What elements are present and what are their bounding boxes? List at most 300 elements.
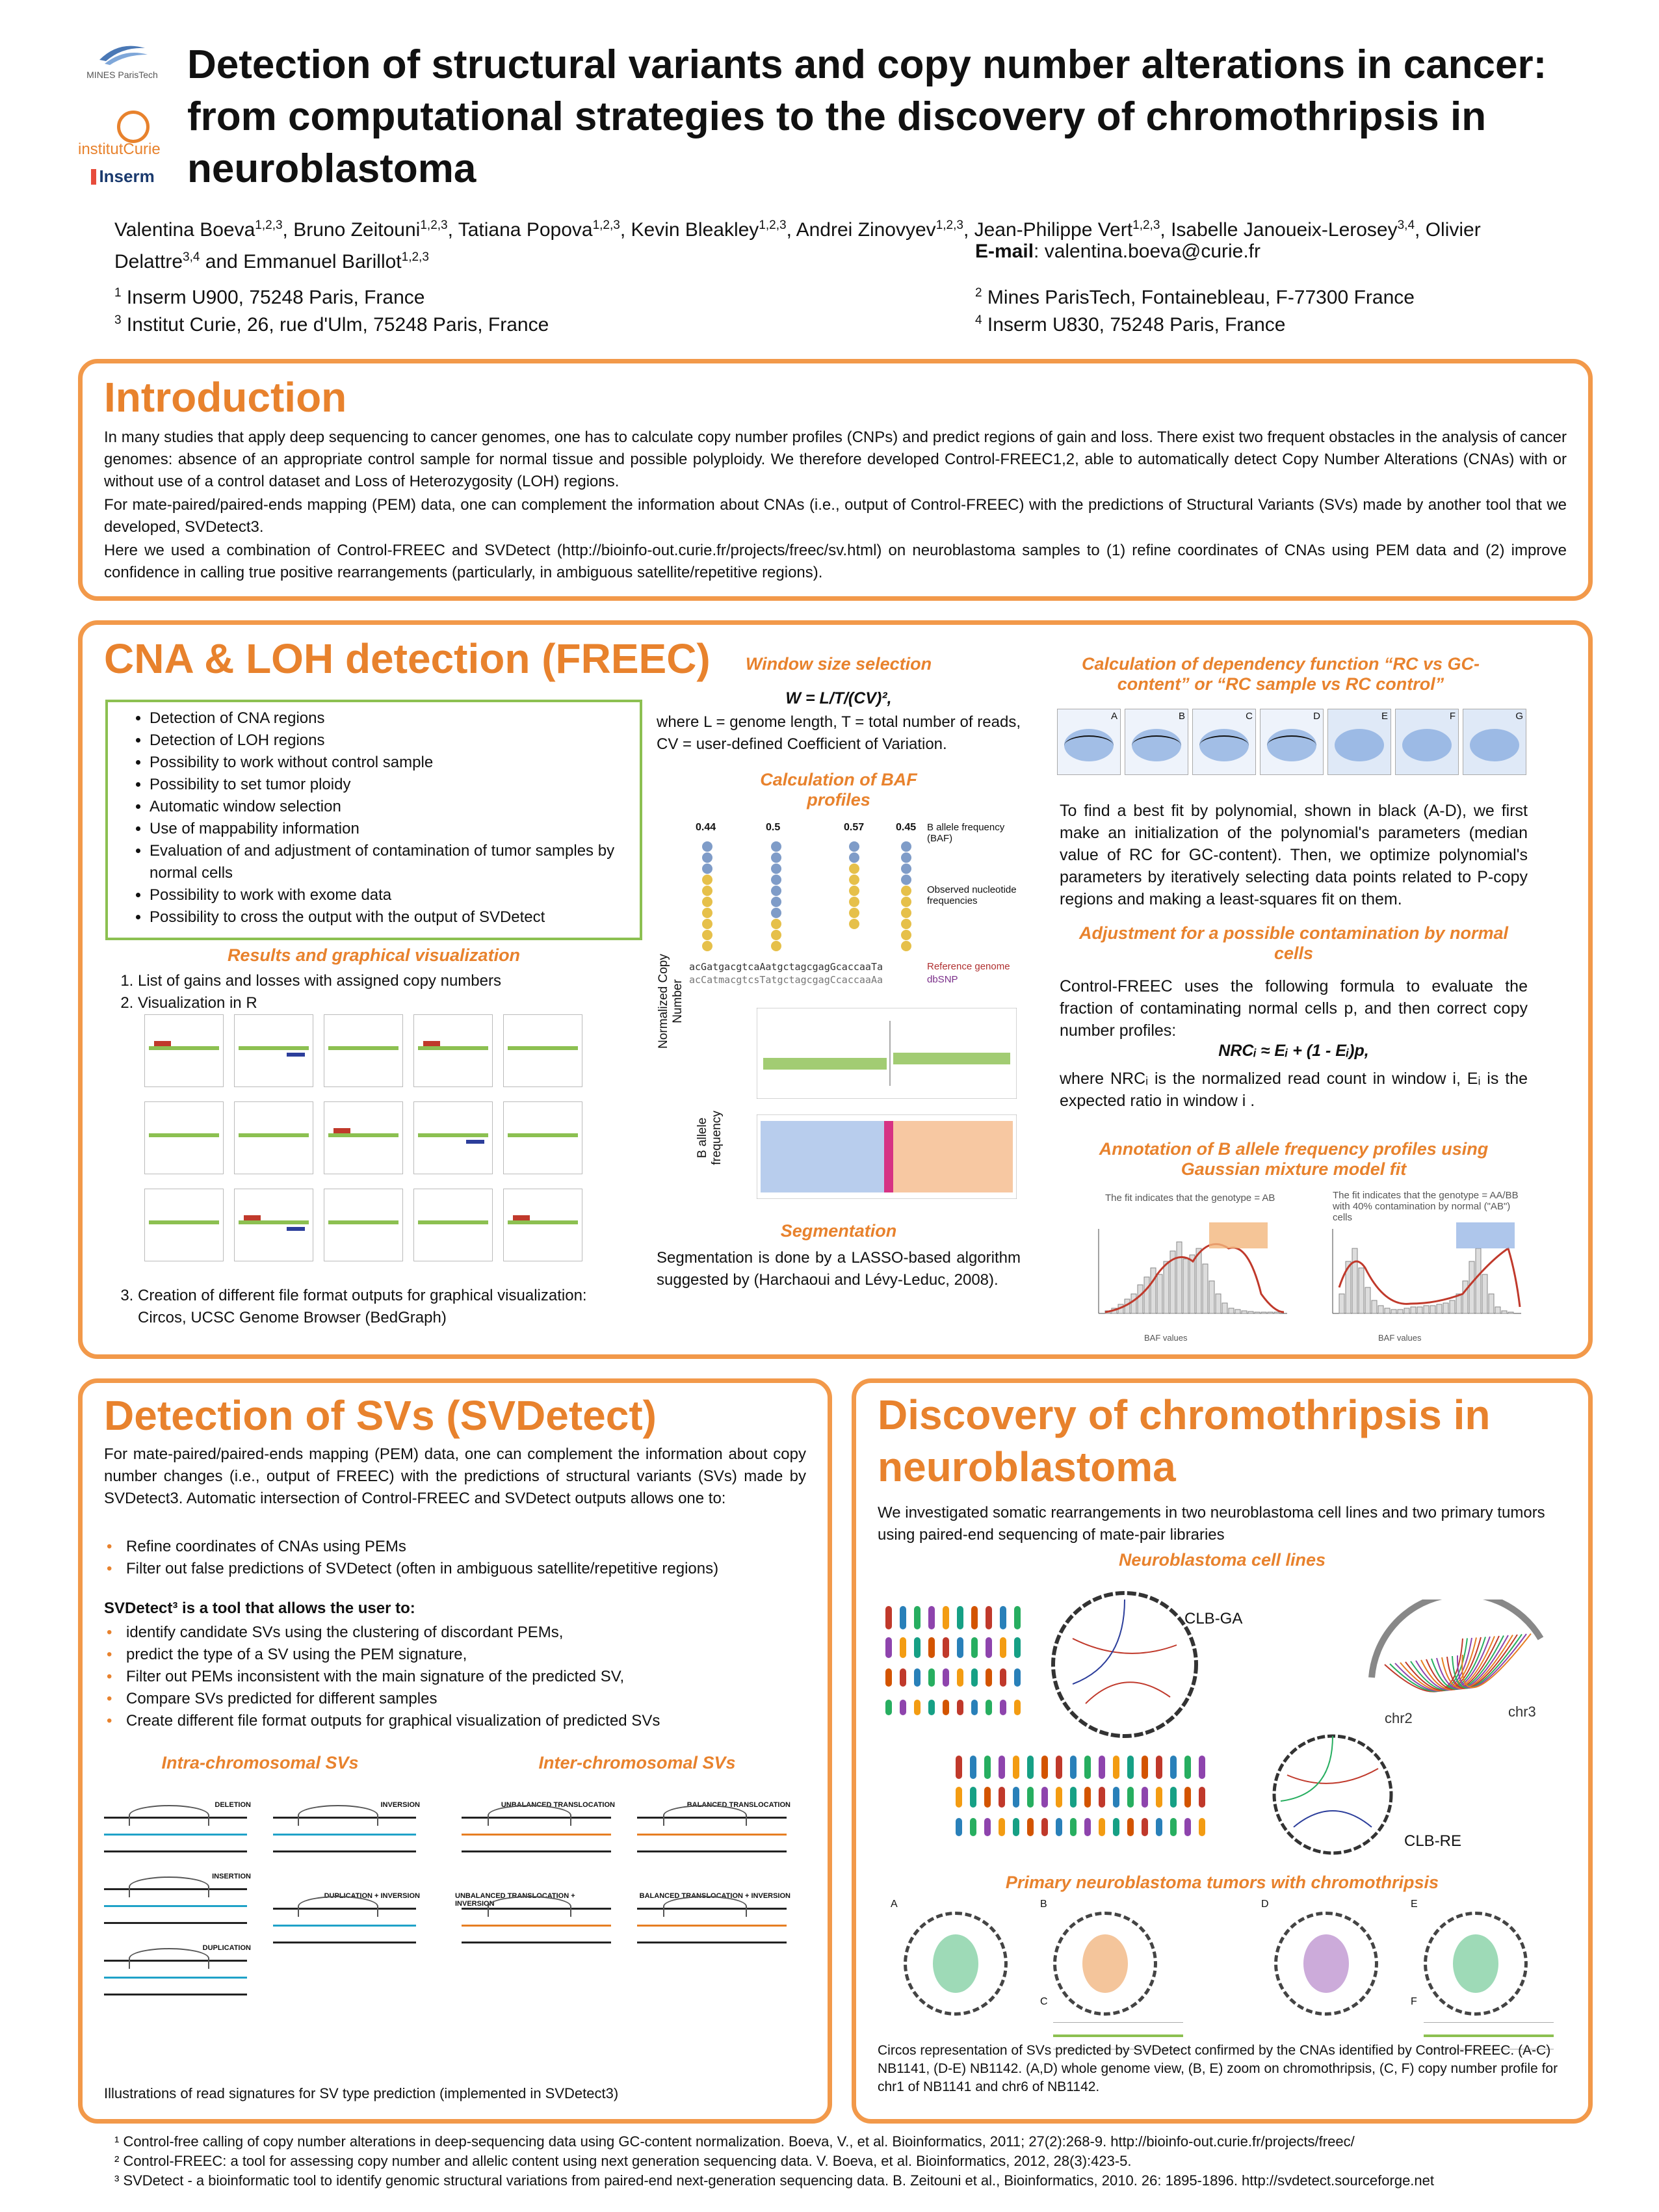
karyotype-chromosome — [1070, 1818, 1077, 1836]
a-allele-ball — [849, 919, 859, 929]
sv-signature-diagram — [98, 1944, 254, 2022]
karyotype-chromosome — [1000, 1700, 1006, 1715]
a-allele-ball — [849, 875, 859, 885]
karyotype-chromosome — [1084, 1787, 1091, 1808]
segmentation-subtitle: Segmentation — [780, 1221, 897, 1241]
intro-title: Introduction — [104, 374, 347, 421]
b-allele-ball — [702, 841, 712, 852]
mini-profile-plot — [234, 1101, 313, 1174]
karyotype-chromosome — [1027, 1787, 1034, 1808]
annotation-xlabel-right: BAF values — [1378, 1333, 1422, 1343]
results-list — [112, 970, 645, 1014]
a-allele-ball — [849, 908, 859, 918]
observed-label: Observed nucleotide frequencies — [927, 884, 1017, 906]
sv-diagram-area — [91, 1801, 826, 2074]
feature-item: • Evaluation of and adjustment of contamination of tumor samples by normal cells — [150, 840, 633, 884]
chr3-label: chr3 — [1508, 1704, 1536, 1720]
copy-number-segments — [1424, 2034, 1554, 2037]
dbsnp-label: dbSNP — [927, 974, 958, 985]
mini-profile-normal-segment — [328, 1220, 398, 1224]
baf-illustration — [689, 822, 1040, 978]
histogram-bar — [1177, 1242, 1182, 1313]
author-affiliation-marker: 1,2,3 — [935, 218, 963, 232]
histogram-bar — [1411, 1307, 1416, 1313]
b-allele-ball — [702, 863, 712, 874]
sequence-track — [637, 1925, 787, 1927]
circos-links — [1082, 1934, 1128, 1993]
primary-tumor-panel — [1053, 1912, 1157, 2016]
contamination-subtitle: Adjustment for a possible contamination by normal cells — [1078, 923, 1509, 963]
karyotype-chromosome — [956, 1818, 962, 1836]
sv-type-label: INVERSION — [380, 1801, 420, 1809]
baf-value-3: 0.57 — [844, 822, 865, 833]
results-item: 2. Visualization in R — [138, 992, 645, 1014]
mini-profile-loss-segment — [466, 1140, 484, 1144]
karyotype-chromosome — [1127, 1818, 1134, 1836]
karyotype-chromosome — [1113, 1756, 1119, 1779]
sequence-track — [104, 1994, 247, 1995]
karyotype-chromosome — [986, 1637, 992, 1658]
feature-item: • Use of mappability information — [150, 818, 633, 840]
svdetect-capability-item: • Compare SVs predicted for different samples — [126, 1688, 806, 1710]
author-name: Valentina Boeva — [114, 219, 255, 241]
histogram-bar — [1183, 1259, 1188, 1313]
curie-logo — [78, 111, 176, 159]
karyotype-chromosome — [885, 1668, 892, 1687]
karyotype-chromosome — [1099, 1818, 1105, 1836]
chromothripsis-text: We investigated somatic rearrangements in two neuroblastoma cell lines and two primary tumors using paired-end sequencing of mate-pair libraries — [878, 1504, 1545, 1544]
copy-number-ylabel: Normalized Copy Number — [657, 954, 685, 1049]
karyotype-chromosome — [914, 1606, 921, 1629]
sequence-track — [462, 1942, 611, 1943]
histogram-bar — [1502, 1311, 1507, 1313]
sv-type-label: DUPLICATION — [202, 1944, 251, 1952]
mini-profile-normal-segment — [418, 1133, 488, 1137]
karyotype-chromosome — [928, 1668, 935, 1687]
histogram-bar — [1196, 1248, 1201, 1313]
snp-sequence: acCatmacgtcsTatgctagcgagCcaccaaAa — [689, 974, 883, 986]
karyotype-chromosome — [1070, 1787, 1077, 1808]
feature-item: • Possibility to work with exome data — [150, 884, 633, 906]
clb-re-label: CLB-RE — [1404, 1832, 1462, 1850]
mini-profile-normal-segment — [149, 1133, 219, 1137]
a-allele-ball — [702, 941, 712, 951]
inserm-bar-icon — [91, 169, 96, 185]
karyotype-chromosome — [914, 1700, 921, 1715]
mini-profile-normal-segment — [508, 1133, 578, 1137]
author-affiliation-marker: 3,4 — [1397, 218, 1415, 232]
primary-panel-label: C — [1040, 1996, 1048, 2007]
sequence-track — [462, 1834, 611, 1836]
feature-item: • Automatic window selection — [150, 796, 633, 818]
histogram-bar — [1417, 1307, 1422, 1313]
reference-genome-label: Reference genome — [927, 961, 1010, 972]
svdetect-capability-item: • Create different file format outputs for graphical visualization of predicted SVs — [126, 1710, 806, 1732]
window-formula: W = L/T/(CV)², — [785, 689, 892, 707]
email-address[interactable]: valentina.boeva@curie.fr — [1044, 241, 1261, 262]
baf-subtitle: Calculation of BAF profiles — [760, 770, 917, 810]
karyotype-chromosome — [1000, 1606, 1006, 1629]
cell-lines-subtitle: Neuroblastoma cell lines — [1118, 1550, 1326, 1570]
karyotype-chromosome — [971, 1606, 978, 1629]
mini-profile-plot — [324, 1189, 403, 1261]
results-item-3-text: 3. Creation of different file format outputs for graphical visualization: Circos, UCSC Genome Browser (BedGraph) — [138, 1285, 606, 1329]
mini-profile-plot — [503, 1014, 582, 1087]
b-allele-ball — [771, 886, 781, 896]
results-item: 1. List of gains and losses with assigned copy numbers — [138, 970, 645, 992]
sequence-track — [273, 1850, 416, 1852]
sequence-track — [637, 1850, 787, 1852]
author-affiliation-marker: 1,2,3 — [759, 218, 787, 232]
email-label: E-mail — [975, 241, 1034, 262]
baf-label: B allele frequency (BAF) — [927, 822, 1005, 844]
karyotype-chromosome — [943, 1606, 949, 1629]
karyotype-chromosome — [1170, 1787, 1177, 1808]
annotation-subtitle: Annotation of B allele frequency profiles using Gaussian mixture model fit — [1099, 1139, 1489, 1179]
histogram-bar — [1209, 1281, 1214, 1313]
karyotype-chromosome — [1099, 1787, 1105, 1808]
histogram-bar — [1229, 1308, 1234, 1313]
histogram-bar — [1385, 1308, 1390, 1313]
karyotype-chromosome — [1041, 1756, 1048, 1779]
sv-list-item: • Filter out false predictions of SVDetect (often in ambiguous satellite/repetitive regions) — [126, 1558, 806, 1580]
a-allele-ball — [771, 930, 781, 940]
baf-scatter-plot — [757, 1114, 1017, 1199]
a-allele-ball — [771, 919, 781, 929]
a-allele-ball — [901, 919, 911, 929]
primary-tumor-panel — [1424, 1912, 1528, 2016]
karyotype-chromosome — [1170, 1756, 1177, 1779]
b-allele-ball — [849, 841, 859, 852]
dependency-plot — [1463, 709, 1526, 775]
mini-profile-plot — [503, 1101, 582, 1174]
karyotype-chromosome — [1041, 1787, 1048, 1808]
sv-type-label: BALANCED TRANSLOCATION — [686, 1801, 790, 1809]
mini-profile-plot — [144, 1101, 224, 1174]
reference-sequence: acGatgacgtcaAatgctagcgagGcaccaaTa — [689, 961, 883, 973]
a-allele-ball — [702, 908, 712, 918]
karyotype-chromosome — [928, 1637, 935, 1658]
sequence-track — [273, 1834, 416, 1836]
mines-swirl-icon — [93, 40, 151, 66]
baf-value-2: 0.5 — [766, 822, 781, 833]
mini-profile-normal-segment — [239, 1133, 309, 1137]
sequence-track — [104, 1977, 247, 1979]
sv-signature-diagram — [267, 1892, 423, 1957]
dependency-point-cloud — [1402, 729, 1452, 761]
baf-strip-right — [1456, 1222, 1515, 1248]
mini-profile-plot — [234, 1189, 313, 1261]
paired-end-arc — [663, 1896, 747, 1917]
histogram-bar — [1430, 1306, 1435, 1313]
karyotype-chromosome — [885, 1700, 892, 1715]
baf-scatter-orange — [893, 1121, 1013, 1192]
baf-value-1: 0.44 — [696, 822, 716, 833]
b-allele-ball — [702, 852, 712, 863]
histogram-bar — [1131, 1294, 1136, 1313]
mini-profile-normal-segment — [149, 1046, 219, 1050]
karyotype-chromosome — [1027, 1818, 1034, 1836]
karyotype-chromosome — [984, 1818, 991, 1836]
baf-breakpoint-band — [884, 1121, 893, 1192]
sequence-track — [273, 1925, 416, 1927]
author-affiliation-marker: 1,2,3 — [1132, 218, 1160, 232]
karyotype-chromosome — [970, 1818, 976, 1836]
karyotype-chromosome — [971, 1700, 978, 1715]
baf-value-4: 0.45 — [896, 822, 917, 833]
karyotype-chromosome — [1000, 1637, 1006, 1658]
karyotype-chromosome — [1127, 1756, 1134, 1779]
histogram-bar — [1157, 1274, 1162, 1313]
histogram-bar — [1424, 1306, 1429, 1313]
histogram-bar — [1261, 1312, 1266, 1313]
primary-tumor-panel — [1274, 1912, 1378, 2016]
sv-signature-diagram — [631, 1892, 793, 1964]
sv-signature-diagram — [98, 1801, 254, 1866]
karyotype-chromosome — [1014, 1700, 1021, 1715]
karyotype-chromosome — [956, 1787, 962, 1808]
author-name: Olivier Delattre — [114, 219, 1481, 272]
karyotype-re — [956, 1756, 1229, 1860]
karyotype-chromosome — [999, 1756, 1005, 1779]
paired-end-arc — [129, 1948, 209, 1969]
email-line: E-mail: valentina.boeva@curie.fr — [975, 241, 1261, 262]
dependency-panel-label: F — [1449, 711, 1456, 722]
b-allele-ball — [771, 863, 781, 874]
karyotype-chromosome — [957, 1637, 963, 1658]
histogram-bar — [1222, 1303, 1227, 1313]
histogram-bar — [1255, 1312, 1260, 1313]
author-name: Kevin Bleakley — [631, 219, 759, 241]
histogram-bar — [1144, 1277, 1149, 1313]
affiliation-3: $^3$ Institut Curie, 26, rue d'Ulm, 75248 Paris, France — [114, 313, 549, 336]
dependency-plot — [1327, 709, 1391, 775]
paired-end-arc — [129, 1805, 209, 1826]
karyotype-chromosome — [971, 1637, 978, 1658]
mini-profile-normal-segment — [239, 1220, 309, 1224]
sv-list-2 — [104, 1622, 806, 1732]
b-allele-ball — [771, 841, 781, 852]
karyotype-chromosome — [1099, 1756, 1105, 1779]
polynomial-fit-curve — [1132, 735, 1181, 756]
a-allele-ball — [702, 886, 712, 896]
karyotype-chromosome — [1013, 1818, 1019, 1836]
sv-signature-diagram — [455, 1892, 618, 1964]
feature-list-box — [105, 700, 642, 940]
mini-profile-plot — [234, 1014, 313, 1087]
sv-type-label: UNBALANCED TRANSLOCATION — [501, 1801, 615, 1809]
karyotype-chromosome — [900, 1637, 906, 1658]
cna-title: CNA & LOH detection (FREEC) — [104, 635, 711, 682]
author-name: Bruno Zeitouni — [293, 219, 421, 241]
clb-ga-label: CLB-GA — [1184, 1610, 1243, 1627]
author-name: Emmanuel Barillot — [243, 251, 402, 272]
karyotype-chromosome — [1142, 1818, 1148, 1836]
karyotype-chromosome — [1084, 1818, 1091, 1836]
karyotype-chromosome — [999, 1787, 1005, 1808]
karyotype-chromosome — [885, 1606, 892, 1629]
mini-profile-plot — [503, 1189, 582, 1261]
mini-profile-plot — [413, 1014, 493, 1087]
paired-end-arc — [129, 1876, 209, 1897]
karyotype-chromosome — [1000, 1668, 1006, 1687]
mini-profile-loss-segment — [287, 1227, 305, 1231]
curie-circle-icon — [117, 111, 150, 143]
a-allele-ball — [771, 941, 781, 951]
karyotype-chromosome — [956, 1756, 962, 1779]
sv-type-label: DELETION — [215, 1801, 251, 1809]
b-allele-ball — [771, 897, 781, 907]
sv-type-label: BALANCED TRANSLOCATION + INVERSION — [639, 1892, 790, 1900]
karyotype-chromosome — [1199, 1756, 1205, 1779]
karyotype-chromosome — [971, 1668, 978, 1687]
karyotype-chromosome — [1199, 1787, 1205, 1808]
histogram-bar — [1398, 1310, 1403, 1313]
karyotype-chromosome — [943, 1668, 949, 1687]
mini-profile-normal-segment — [239, 1046, 309, 1050]
histogram-bar — [1339, 1294, 1344, 1313]
author-affiliation-marker: 3,4 — [183, 250, 200, 264]
mines-logo — [77, 40, 168, 80]
b-allele-ball — [771, 852, 781, 863]
karyotype-chromosome — [1014, 1606, 1021, 1629]
dependency-panel-label: B — [1178, 711, 1185, 722]
karyotype-chromosome — [1014, 1637, 1021, 1658]
window-text: where L = genome length, T = total number of reads, CV = user-defined Coefficient of Variation. — [657, 713, 1021, 753]
mini-profile-plot — [324, 1101, 403, 1174]
feature-list — [124, 707, 633, 928]
sv-type-label: UNBALANCED TRANSLOCATION + INVERSION — [455, 1892, 575, 1908]
circos-links — [1453, 1934, 1498, 1993]
karyotype-chromosome — [986, 1700, 992, 1715]
dependency-plot — [1395, 709, 1459, 775]
karyotype-chromosome — [900, 1668, 906, 1687]
a-allele-ball — [849, 886, 859, 896]
primary-panel-label: E — [1411, 1899, 1418, 1910]
gmm-fit-left — [1079, 1222, 1294, 1333]
karyotype-chromosome — [1014, 1668, 1021, 1687]
svdetect-capability-item: • Filter out PEMs inconsistent with the main signature of the predicted SV, — [126, 1666, 806, 1688]
sequence-track — [462, 1850, 611, 1852]
karyotype-chromosome — [984, 1787, 991, 1808]
affiliation-1: $^1$ Inserm U900, 75248 Paris, France — [114, 286, 425, 308]
dependency-plot — [1192, 709, 1256, 775]
karyotype-chromosome — [1084, 1756, 1091, 1779]
karyotype-chromosome — [928, 1700, 935, 1715]
feature-item: • Possibility to work without control sample — [150, 752, 633, 774]
sv-caption: Illustrations of read signatures for SV type prediction (implemented in SVDetect3) — [104, 2085, 619, 2101]
author-name: Isabelle Janoueix-Lerosey — [1171, 219, 1398, 241]
primary-panel-label: D — [1261, 1899, 1269, 1910]
primary-panel-label: F — [1411, 1996, 1417, 2007]
histogram-bar — [1352, 1248, 1357, 1313]
author-affiliation-marker: 1,2,3 — [420, 218, 448, 232]
sv-title: Detection of SVs (SVDetect) — [104, 1392, 657, 1439]
svdetect-capability-item: • predict the type of a SV using the PEM signature, — [126, 1644, 806, 1666]
author-list: Valentina Boeva$^{1,2,3}$, Bruno Zeitouni$^{1,2,3}$, Tatiana Popova$^{1,2,3}$, Kevin Bleakley$^{1,2,3}$, Andrei Zinovyev$^{1,2,3}$, Jean-Philippe Vert$^{1,2,3}$, Isabelle Janoueix-Lerosey$^{3,4}$, Olivier Delattre$^{3,4}$ and Emmanuel Barillot$^{1,2,3}$ — [114, 218, 1481, 272]
karyotype-chromosome — [984, 1756, 991, 1779]
a-allele-ball — [702, 875, 712, 885]
histogram-bar — [1151, 1268, 1156, 1313]
karyotype-chromosome — [900, 1700, 906, 1715]
footnote-2: ² Control-FREEC: a tool for assessing copy number and allelic content using next generation sequencing data. V. Boeva, et al. Bioinformatics, 2012, 28(3):423-5. — [114, 2153, 1132, 2169]
karyotype-chromosome — [1056, 1756, 1062, 1779]
contamination-text: Control-FREEC uses the following formula to evaluate the fraction of contaminating normal cells p, and then correct copy number profiles: — [1060, 977, 1528, 1040]
histogram-bar — [1463, 1281, 1468, 1313]
circos-clb-re — [1268, 1730, 1398, 1860]
sv-list-1 — [104, 1536, 806, 1580]
author-name: Jean-Philippe Vert — [974, 219, 1133, 241]
karyotype-chromosome — [885, 1637, 892, 1658]
karyotype-chromosome — [970, 1756, 976, 1779]
karyotype-chromosome — [970, 1787, 976, 1808]
histogram-bar — [1138, 1285, 1143, 1313]
histogram-bar — [1365, 1287, 1370, 1313]
mini-profile-plot — [144, 1189, 224, 1261]
paired-end-arc — [298, 1805, 378, 1826]
a-allele-ball — [901, 897, 911, 907]
mini-profile-normal-segment — [418, 1220, 488, 1224]
karyotype-ga — [885, 1606, 1035, 1743]
circos-clb-ga — [1047, 1587, 1203, 1743]
karyotype-chromosome — [1156, 1787, 1162, 1808]
visualization-grid — [144, 1014, 612, 1274]
poster-title: Detection of structural variants and copy number alterations in cancer: from computational strategies to the discovery of chromothripsis in neuroblastoma — [187, 42, 1547, 191]
sv-signature-diagram — [631, 1801, 793, 1873]
sequence-track — [104, 1905, 247, 1907]
b-allele-ball — [901, 841, 911, 852]
mini-profile-plot — [324, 1014, 403, 1087]
inserm-logo — [91, 166, 182, 187]
author-name: Andrei Zinovyev — [796, 219, 936, 241]
paired-end-arc — [298, 1896, 378, 1917]
inserm-logo-text: Inserm — [99, 166, 155, 186]
dependency-subtitle: Calculation of dependency function “RC vs GC-content” or “RC sample vs RC control” — [1081, 654, 1480, 694]
feature-item: • Possibility to cross the output with the output of SVDetect — [150, 906, 633, 928]
intro-paragraph-3: Here we used a combination of Control-FREEC and SVDetect (http://bioinfo-out.curie.fr/projects/freec/sv.html) on neuroblastoma samples to (1) refine coordinates of CNAs using PEM data and (2) improve confidence in calling true positive rearrangements (particularly, in ambiguous satellite/repetitive regions). — [104, 542, 1567, 581]
karyotype-chromosome — [1170, 1818, 1177, 1836]
b-allele-ball — [901, 875, 911, 885]
histogram-bar — [1235, 1310, 1240, 1313]
mini-profile-normal-segment — [508, 1046, 578, 1050]
circos-links — [933, 1934, 978, 1993]
mini-profile-plot — [413, 1101, 493, 1174]
mini-profile-gain-segment — [244, 1215, 261, 1220]
karyotype-chromosome — [1184, 1818, 1191, 1836]
primary-subtitle: Primary neuroblastoma tumors with chromothripsis — [1005, 1873, 1439, 1892]
dependency-panel-label: D — [1313, 711, 1320, 722]
dependency-plot — [1057, 709, 1121, 775]
copy-number-segments — [1053, 2034, 1183, 2037]
polynomial-fit-curve — [1267, 735, 1316, 756]
karyotype-chromosome — [1013, 1787, 1019, 1808]
karyotype-chromosome — [1013, 1756, 1019, 1779]
karyotype-chromosome — [1142, 1787, 1148, 1808]
author-affiliation-marker: 1,2,3 — [401, 250, 429, 264]
karyotype-chromosome — [1056, 1787, 1062, 1808]
histogram-bar — [1248, 1311, 1253, 1313]
karyotype-chromosome — [957, 1700, 963, 1715]
histogram-bar — [1359, 1268, 1364, 1313]
karyotype-chromosome — [1184, 1787, 1191, 1808]
polynomial-fit-curve — [1064, 735, 1114, 756]
footnote-3: ³ SVDetect - a bioinformatic tool to identify genomic structural variations from paired-end next-generation sequencing data. B. Zeitouni et al., Bioinformatics, 2010. 26: 1895-1896. http://svdetect.sourceforge.net — [114, 2172, 1434, 2189]
sequence-track — [462, 1925, 611, 1927]
histogram-bar — [1268, 1312, 1273, 1313]
sv-type-label: DUPLICATION + INVERSION — [324, 1892, 420, 1900]
sequence-track — [273, 1942, 416, 1943]
histogram-bar — [1450, 1300, 1455, 1313]
